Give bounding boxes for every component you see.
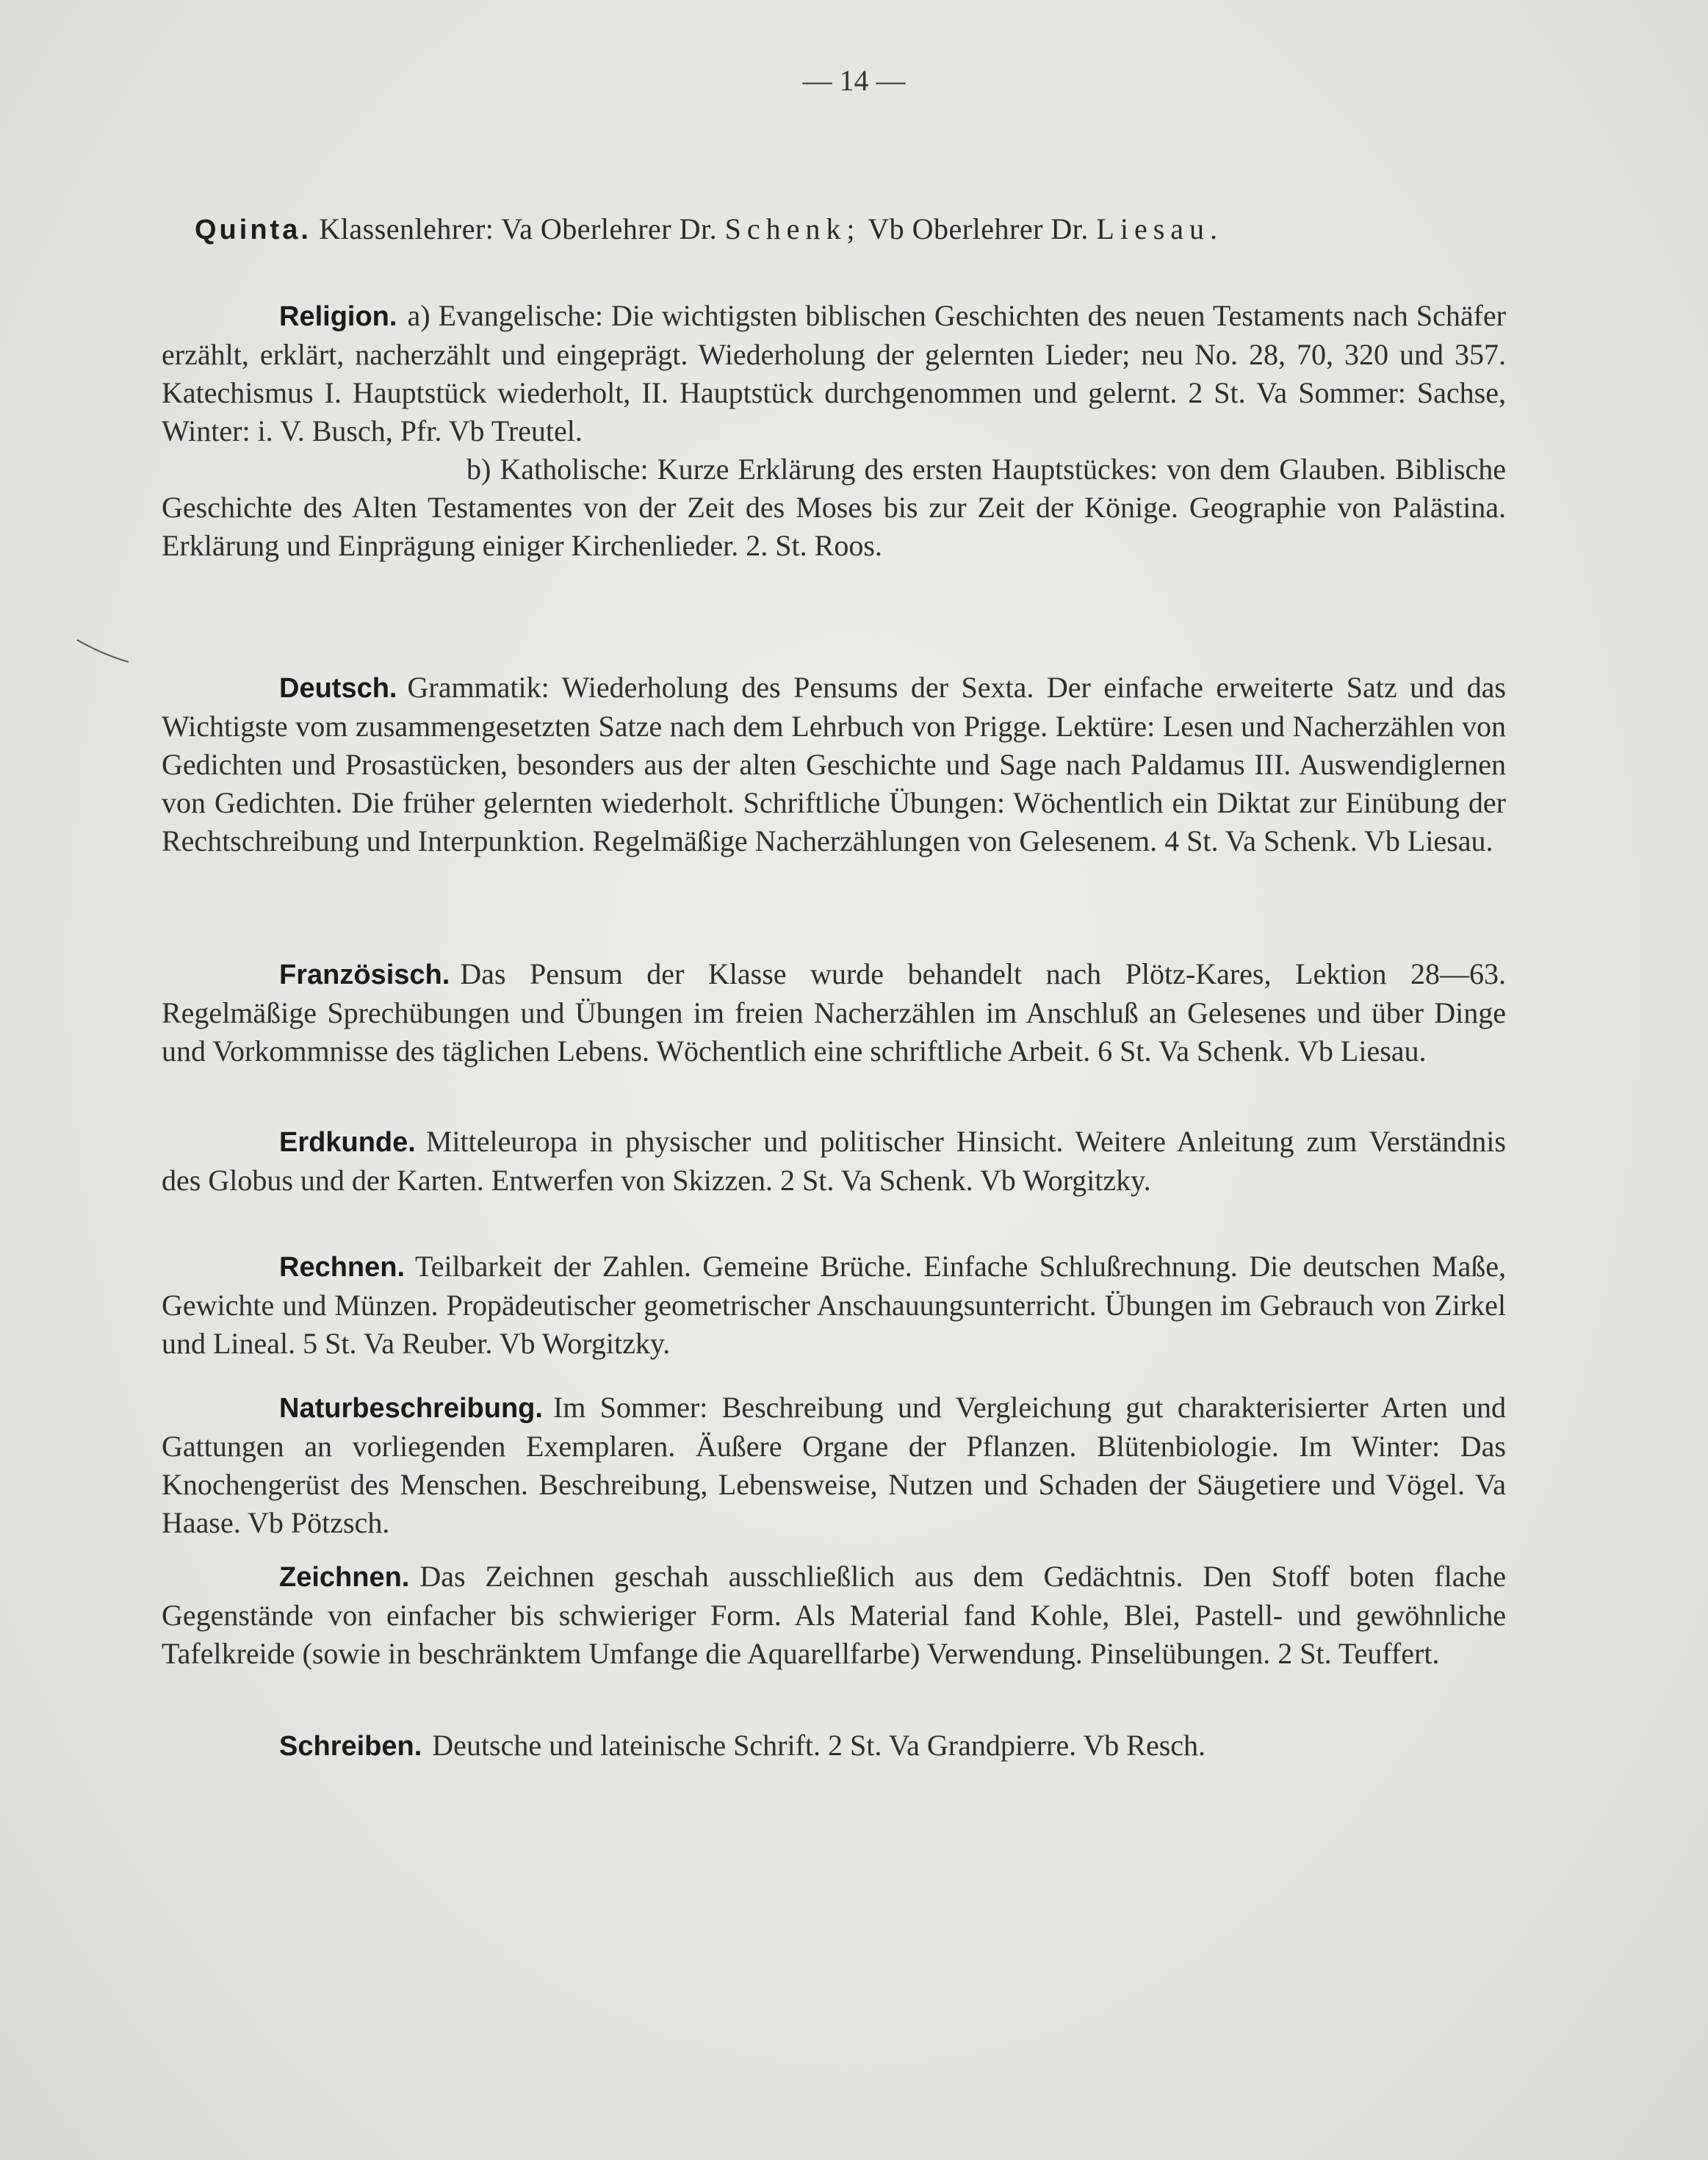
section-naturbeschreibung — [162, 1389, 1506, 1542]
class-teacher-text-b: Vb Oberlehrer Dr. — [868, 212, 1089, 245]
section-subparagraph — [162, 450, 1506, 565]
section-text-evangelisch: a) Evangelische: Die wichtigsten biblischen Geschichten des neuen Testaments nach Schäfer erzählt, erklärt, nacherzählt und eingeprägt. Wiederholung der gelernten Lieder; neu No. 28, 70, 320 und 357. Katechismus I. Hauptstück wiederholt, II. Hauptstück durchgenommen und gelernt. 2 St. Va Sommer: Sachse, Winter: i. V. Busch, Pfr. Vb Treutel. — [162, 299, 1506, 447]
page-number: — 14 — — [802, 64, 906, 97]
section-deutsch — [162, 669, 1506, 860]
section-heading: Naturbeschreibung. — [279, 1393, 543, 1424]
section-franzoesisch — [162, 955, 1506, 1070]
section-zeichnen — [162, 1558, 1506, 1673]
section-heading: Rechnen. — [279, 1252, 406, 1283]
section-rechnen — [162, 1248, 1506, 1363]
section-text: Das Pensum der Klasse wurde behandelt nach Plötz-Kares, Lektion 28—63. Regelmäßige Sprechübungen und Übungen im freien Nacherzählen im Anschluß an Gelesenes und über Dinge und Vorkommnisse des täglichen Lebens. Wöchentlich eine schriftliche Arbeit. 6 St. Va Schenk. Vb Liesau. — [162, 957, 1506, 1068]
class-teacher-text-a: Klassenlehrer: Va Oberlehrer Dr. — [319, 212, 718, 245]
class-teacher-name-a: Schenk; — [724, 212, 861, 245]
section-religion — [162, 297, 1506, 565]
class-heading: Quinta. — [195, 215, 311, 245]
section-heading: Schreiben. — [279, 1731, 422, 1762]
section-heading: Deutsch. — [279, 673, 397, 704]
section-heading: Französisch. — [279, 960, 450, 990]
section-schreiben — [162, 1727, 1506, 1765]
section-heading: Religion. — [279, 301, 397, 332]
section-text: Im Sommer: Beschreibung und Vergleichung gut charakterisierter Arten und Gattungen an vorliegenden Exemplaren. Äußere Organe der Pflanzen. Blütenbiologie. Im Winter: Das Knochengerüst des Menschen. Beschreibung, Lebensweise, Nutzen und Schaden der Säugetiere und Vögel. Va Haase. Vb Pötzsch. — [162, 1391, 1506, 1539]
section-heading: Zeichnen. — [279, 1562, 410, 1593]
class-header-quinta — [195, 212, 1539, 246]
section-erdkunde — [162, 1123, 1506, 1200]
section-text: Mitteleuropa in physischer und politischer Hinsicht. Weitere Anleitung zum Verständnis des Globus und der Karten. Entwerfen von Skizzen. 2 St. Va Schenk. Vb Worgitzky. — [162, 1125, 1506, 1197]
section-text: Deutsche und lateinische Schrift. 2 St. Va Grandpierre. Vb Resch. — [432, 1729, 1206, 1762]
section-text: Das Zeichnen geschah ausschließlich aus dem Gedächtnis. Den Stoff boten flache Gegenstände von einfacher bis schwieriger Form. Als Material fand Kohle, Blei, Pastell- und gewöhnliche Tafelkreide (sowie in beschränktem Umfange die Aquarellfarbe) Verwendung. Pinselübungen. 2 St. Teuffert. — [162, 1560, 1506, 1670]
section-heading: Erdkunde. — [279, 1127, 416, 1158]
section-text: Teilbarkeit der Zahlen. Gemeine Brüche. Einfache Schlußrechnung. Die deutschen Maße, Gewichte und Münzen. Propädeutischer geometrischer Anschauungsunterricht. Übungen im Gebrauch von Zirkel und Lineal. 5 St. Va Reuber. Vb Worgitzky. — [162, 1250, 1506, 1360]
class-teacher-name-b: Liesau. — [1096, 212, 1224, 245]
section-text: Grammatik: Wiederholung des Pensums der Sexta. Der einfache erweiterte Satz und das Wichtigste vom zusammengesetzten Satze nach dem Lehrbuch von Prigge. Lektüre: Lesen und Nacherzählen von Gedichten und Prosastücken, besonders aus der alten Geschichte und Sage nach Paldamus III. Auswendiglernen von Gedichten. Die früher gelernten wiederholt. Schriftliche Übungen: Wöchentlich ein Diktat zur Einübung der Rechtschreibung und Interpunktion. Regelmäßige Nacherzählungen von Gelesenem. 4 St. Va Schenk. Vb Liesau. — [162, 671, 1506, 857]
section-text-katholisch: b) Katholische: Kurze Erklärung des ersten Hauptstückes: von dem Glauben. Biblische Geschichte des Alten Testamentes von der Zeit des Moses bis zur Zeit der Könige. Geographie von Palästina. Erklärung und Einprägung einiger Kirchenlieder. 2. St. Roos. — [162, 453, 1506, 562]
pencil-mark — [73, 636, 132, 666]
